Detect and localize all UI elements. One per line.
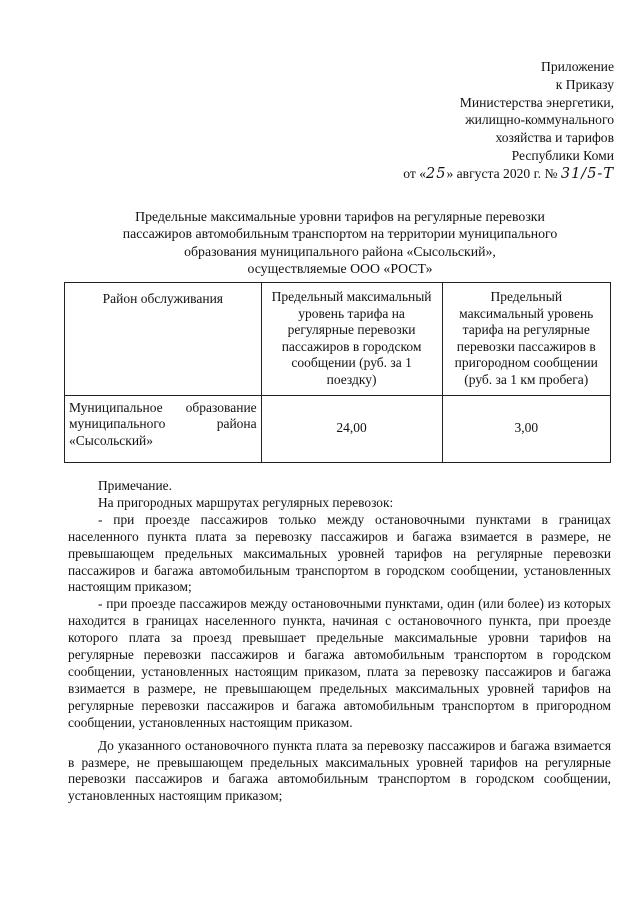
table-header-row [65,283,611,396]
tariff-table [64,282,611,463]
title-line: пассажиров автомобильным транспортом на территории муниципального [122,226,558,242]
note-paragraph: - при проезде пассажиров между остановочными пунктами, один (или более) из которых находится в границах населенного пункта, начиная с остановочного пункта, при проезде которого плата за проезд превышает предельные максимальные уровни тарифов на регулярные перевозки пассажиров и багажа автомобильным транспортом в городском сообщении, установленных настоящим приказом, плата за перевозку пассажиров и багажа взимается в размере, не превышающем предельных максимальных уровней тарифов на регулярные перевозки пассажиров и багажа автомобильным транспортом в пригородном сообщении, установленных настоящим приказом. [68,596,611,730]
title-line: Предельные максимальные уровни тарифов на регулярные перевозки [135,209,545,224]
appendix-line: Приложение [541,59,614,74]
table-row [65,395,611,462]
title-line: осуществляемые ООО «РОСТ» [247,261,433,277]
order-date-line [403,165,614,184]
header-district: Район обслуживания [65,283,262,396]
header-urban-tariff: Предельный максимальный уровень тарифа на регулярные перевозки пассажиров в городском сообщении (руб. за 1 поездку) [261,283,442,396]
note-intro: На пригородных маршрутах регулярных перевозок: [98,494,394,510]
handwritten-order-number: 31/5-Т [560,165,614,182]
note-heading: Примечание. [98,478,172,493]
note-paragraph: До указанного остановочного пункта плата за перевозку пассажиров и багажа взимается в размере, не превышающем предельных максимальных уровней тарифов на регулярные перевозки пассажиров и багажа автомобильным транспортом в городском сообщении, установленных настоящим приказом; [68,737,611,804]
appendix-line: хозяйства и тарифов [495,130,614,146]
note-section [68,478,611,805]
appendix-line: Республики Коми [511,147,614,163]
handwritten-day: 25 [426,165,447,182]
appendix-header [403,58,614,184]
date-month-year: » августа 2020 г. № [446,165,558,181]
appendix-line: к Приказу [555,76,614,92]
date-prefix: от « [403,165,426,181]
title-line: образования муниципального района «Сысольский», [184,243,496,259]
appendix-line: жилищно-коммунального [465,112,614,128]
appendix-line: Министерства энергетики, [459,94,614,110]
header-suburban-tariff: Предельный максимальный уровень тарифа на регулярные перевозки пассажиров в пригородном сообщении (руб. за 1 км пробега) [442,283,610,396]
cell-district: Муниципальное образование муниципального района «Сысольский» [65,395,262,462]
cell-suburban-tariff: 3,00 [442,395,610,462]
cell-urban-tariff: 24,00 [261,395,442,462]
document-title [60,208,620,278]
note-paragraph: - при проезде пассажиров только между остановочными пунктами в границах населенного пункта плата за перевозку пассажиров и багажа взимается в размере, не превышающем предельных максимальных уровней тарифов на регулярные перевозки пассажиров и багажа автомобильным транспортом в городском сообщении, установленных настоящим приказом; [68,511,611,595]
